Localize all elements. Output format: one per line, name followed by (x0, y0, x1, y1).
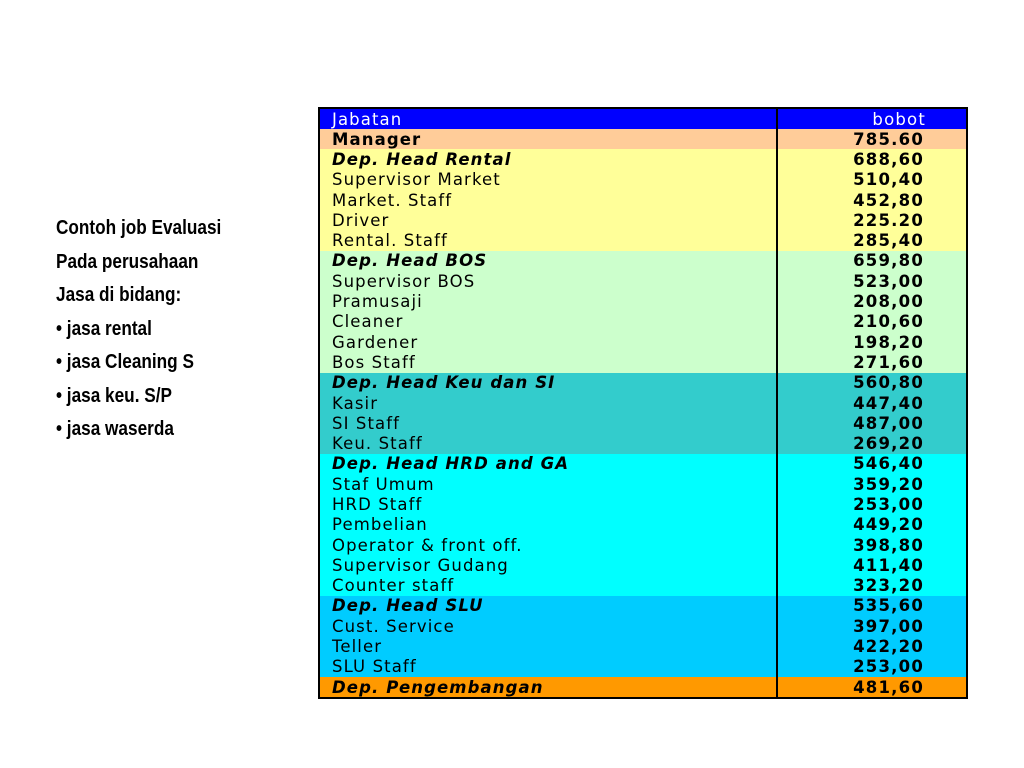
cell-jabatan: Bos Staff (318, 352, 778, 372)
table-row (318, 271, 968, 291)
table-row (318, 210, 968, 230)
cell-jabatan: Market. Staff (318, 190, 778, 210)
cell-bobot: 198,20 (778, 332, 968, 352)
side-line: Pada perusahaan (56, 250, 199, 273)
cell-jabatan: Keu. Staff (318, 433, 778, 453)
cell-bobot: 510,40 (778, 170, 968, 190)
cell-bobot: 323,20 (778, 576, 968, 596)
cell-jabatan: SI Staff (318, 413, 778, 433)
table-row (318, 352, 968, 372)
table-row (318, 291, 968, 311)
cell-jabatan: Dep. Head Keu dan SI (318, 373, 778, 393)
cell-jabatan: Supervisor Gudang (318, 555, 778, 575)
table-row (318, 636, 968, 656)
cell-jabatan: Driver (318, 210, 778, 230)
cell-bobot: 785.60 (778, 129, 968, 149)
cell-bobot: 285,40 (778, 230, 968, 250)
cell-bobot: 253,00 (778, 657, 968, 677)
cell-jabatan: Counter staff (318, 576, 778, 596)
table-row (318, 251, 968, 271)
cell-jabatan: Supervisor Market (318, 170, 778, 190)
table-row (318, 413, 968, 433)
cell-bobot: 560,80 (778, 373, 968, 393)
cell-bobot: 398,80 (778, 535, 968, 555)
table-row (318, 129, 968, 149)
cell-bobot: 447,40 (778, 393, 968, 413)
table-row (318, 677, 968, 699)
cell-jabatan: SLU Staff (318, 657, 778, 677)
table-row (318, 474, 968, 494)
cell-bobot: 535,60 (778, 596, 968, 616)
cell-bobot: 269,20 (778, 433, 968, 453)
cell-jabatan: Rental. Staff (318, 230, 778, 250)
table-row (318, 515, 968, 535)
cell-jabatan: Dep. Head HRD and GA (318, 454, 778, 474)
job-evaluation-table (318, 107, 968, 699)
cell-bobot: 523,00 (778, 271, 968, 291)
cell-bobot: 225.20 (778, 210, 968, 230)
table-row (318, 596, 968, 616)
cell-jabatan: Teller (318, 636, 778, 656)
cell-bobot: 271,60 (778, 352, 968, 372)
cell-jabatan: Dep. Head BOS (318, 251, 778, 271)
table-row (318, 332, 968, 352)
side-line: Contoh job Evaluasi (56, 217, 222, 239)
table-row (318, 494, 968, 514)
cell-bobot: 487,00 (778, 413, 968, 433)
table-row (318, 373, 968, 393)
cell-bobot: 481,60 (778, 677, 968, 697)
cell-bobot: 452,80 (778, 190, 968, 210)
cell-bobot: 359,20 (778, 474, 968, 494)
cell-jabatan: Gardener (318, 332, 778, 352)
cell-jabatan: Supervisor BOS (318, 271, 778, 291)
cell-jabatan: Dep. Head Rental (318, 149, 778, 169)
cell-bobot: 422,20 (778, 636, 968, 656)
table-row (318, 149, 968, 169)
table-row (318, 190, 968, 210)
cell-jabatan: Cleaner (318, 312, 778, 332)
table-row (318, 454, 968, 474)
cell-bobot: 210,60 (778, 312, 968, 332)
table-row (318, 535, 968, 555)
table-row (318, 657, 968, 677)
side-bullet: • jasa rental (56, 317, 152, 340)
cell-jabatan: Dep. Pengembangan (318, 677, 778, 697)
cell-bobot: 449,20 (778, 515, 968, 535)
table-row (318, 312, 968, 332)
table-body (318, 129, 968, 699)
cell-jabatan: Dep. Head SLU (318, 596, 778, 616)
cell-jabatan: HRD Staff (318, 494, 778, 514)
table-row (318, 555, 968, 575)
side-bullet: • jasa waserda (56, 418, 174, 440)
header-bobot: bobot (778, 109, 968, 129)
cell-jabatan: Kasir (318, 393, 778, 413)
table-row (318, 170, 968, 190)
cell-bobot: 659,80 (778, 251, 968, 271)
cell-bobot: 688,60 (778, 149, 968, 169)
cell-jabatan: Manager (318, 129, 778, 149)
table-row (318, 616, 968, 636)
side-bullet: • jasa keu. S/P (56, 384, 172, 407)
cell-jabatan: Cust. Service (318, 616, 778, 636)
table-row (318, 393, 968, 413)
cell-bobot: 253,00 (778, 494, 968, 514)
cell-bobot: 411,40 (778, 555, 968, 575)
cell-bobot: 208,00 (778, 291, 968, 311)
table-row (318, 576, 968, 596)
cell-jabatan: Pembelian (318, 515, 778, 535)
cell-bobot: 546,40 (778, 454, 968, 474)
header-jabatan: Jabatan (318, 109, 778, 129)
cell-jabatan: Operator & front off. (318, 535, 778, 555)
table-row (318, 230, 968, 250)
side-bullet: • jasa Cleaning S (56, 351, 194, 373)
side-text-block (56, 212, 221, 447)
cell-jabatan: Staf Umum (318, 474, 778, 494)
table-header-row (318, 107, 968, 129)
table-row (318, 433, 968, 453)
cell-bobot: 397,00 (778, 616, 968, 636)
side-line: Jasa di bidang: (56, 284, 182, 306)
cell-jabatan: Pramusaji (318, 291, 778, 311)
